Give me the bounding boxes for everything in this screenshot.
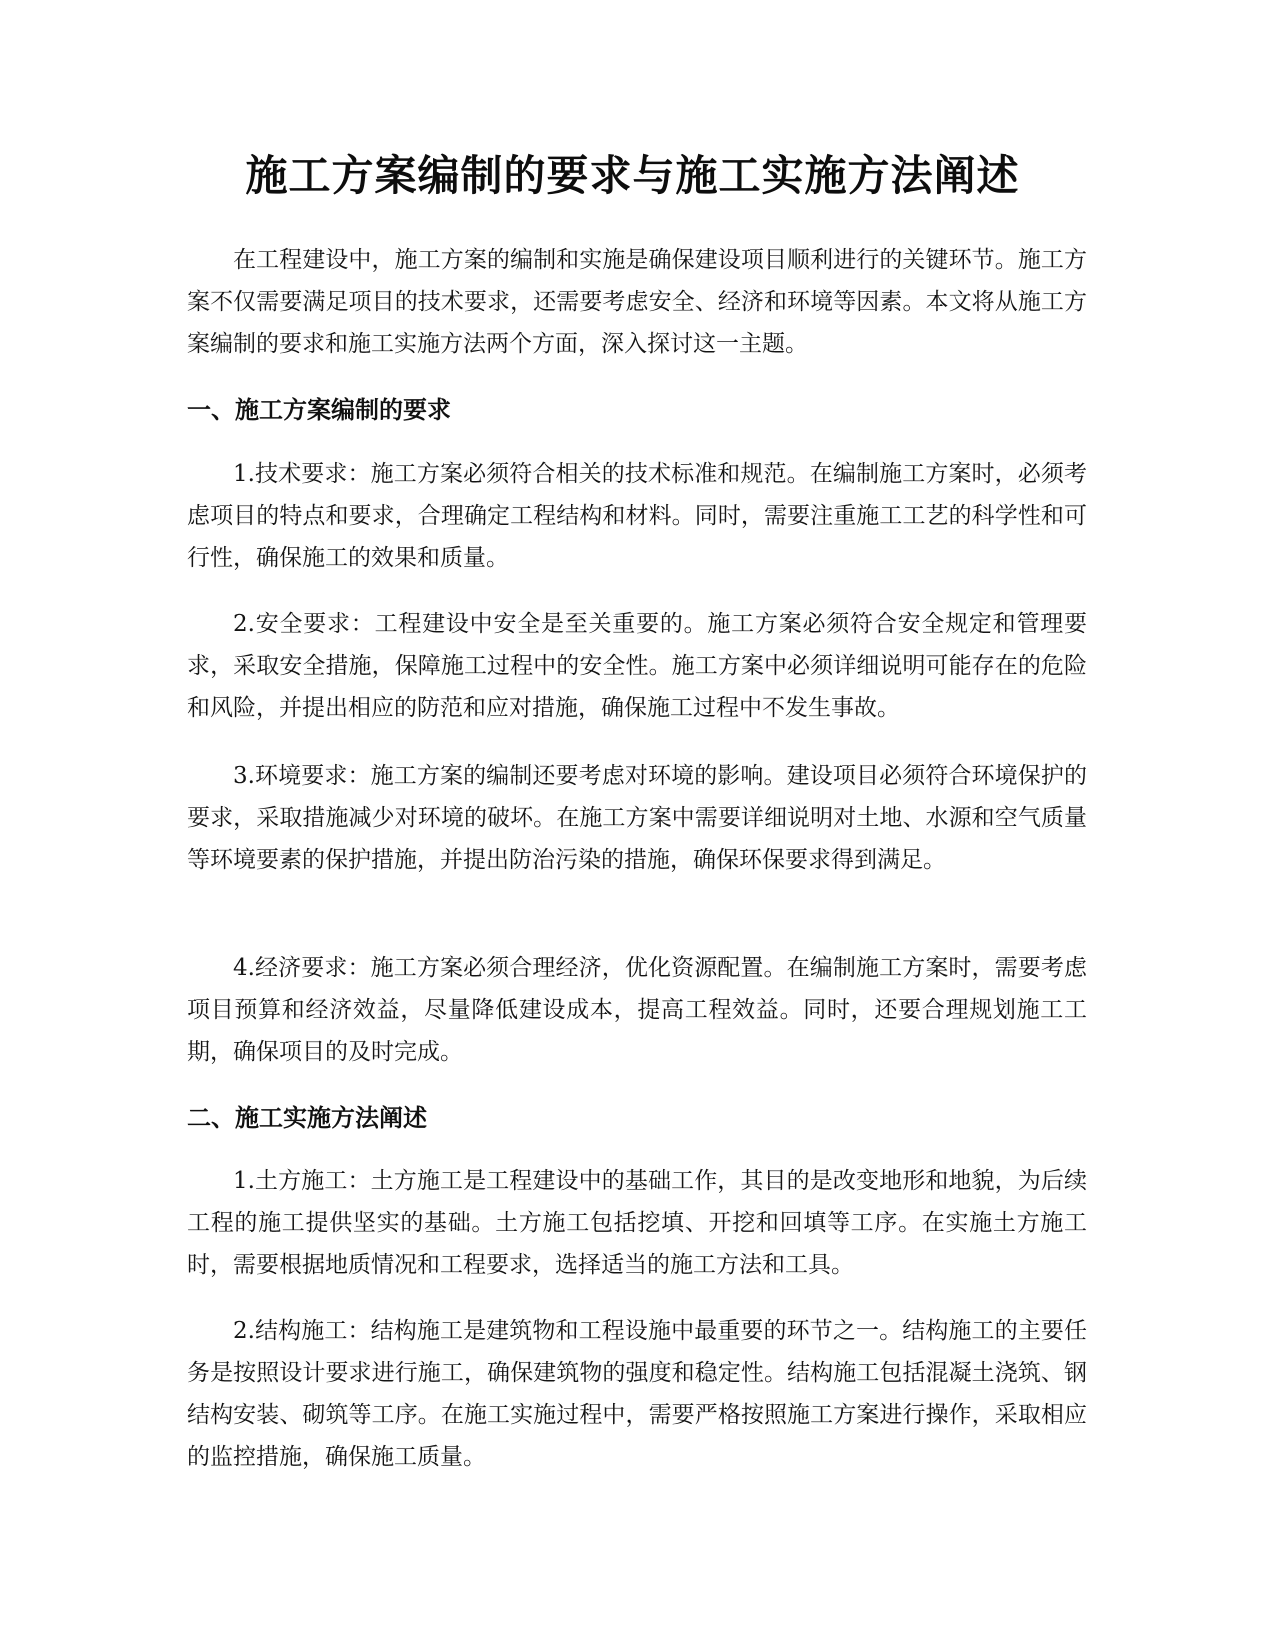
intro-paragraph: 在工程建设中，施工方案的编制和实施是确保建设项目顺利进行的关键环节。施工方案不仅需要满足项目的技术要求，还需要考虑安全、经济和环境等因素。本文将从施工方案编制的要求和施工实施方法两个方面，深入探讨这一主题。 (187, 247, 1087, 357)
paragraph-environment-requirements: 3.环境要求：施工方案的编制还要考虑对环境的影响。建设项目必须符合环境保护的要求，采取措施减少对环境的破坏。在施工方案中需要详细说明对土地、水源和空气质量等环境要素的保护措施，并提出防治污染的措施，确保环保要求得到满足。 (187, 763, 1087, 873)
section-heading-requirements: 一、施工方案编制的要求 (187, 396, 451, 424)
paragraph-technical-requirements: 1.技术要求：施工方案必须符合相关的技术标准和规范。在编制施工方案时，必须考虑项目的特点和要求，合理确定工程结构和材料。同时，需要注重施工工艺的科学性和可行性，确保施工的效果和质量。 (187, 461, 1087, 571)
paragraph-structural-work: 2.结构施工：结构施工是建筑物和工程设施中最重要的环节之一。结构施工的主要任务是按照设计要求进行施工，确保建筑物的强度和稳定性。结构施工包括混凝土浇筑、钢结构安装、砌筑等工序。在施工实施过程中，需要严格按照施工方案进行操作，采取相应的监控措施，确保施工质量。 (187, 1318, 1087, 1470)
paragraph-earthwork: 1.土方施工：土方施工是工程建设中的基础工作，其目的是改变地形和地貌，为后续工程的施工提供坚实的基础。土方施工包括挖填、开挖和回填等工序。在实施土方施工时，需要根据地质情况和工程要求，选择适当的施工方法和工具。 (187, 1168, 1087, 1278)
section-heading-methods: 二、施工实施方法阐述 (187, 1104, 427, 1132)
paragraph-economic-requirements: 4.经济要求：施工方案必须合理经济，优化资源配置。在编制施工方案时，需要考虑项目预算和经济效益，尽量降低建设成本，提高工程效益。同时，还要合理规划施工工期，确保项目的及时完成。 (187, 955, 1087, 1065)
paragraph-safety-requirements: 2.安全要求：工程建设中安全是至关重要的。施工方案必须符合安全规定和管理要求，采取安全措施，保障施工过程中的安全性。施工方案中必须详细说明可能存在的危险和风险，并提出相应的防范和应对措施，确保施工过程中不发生事故。 (187, 611, 1087, 721)
document-title: 施工方案编制的要求与施工实施方法阐述 (245, 151, 1020, 200)
